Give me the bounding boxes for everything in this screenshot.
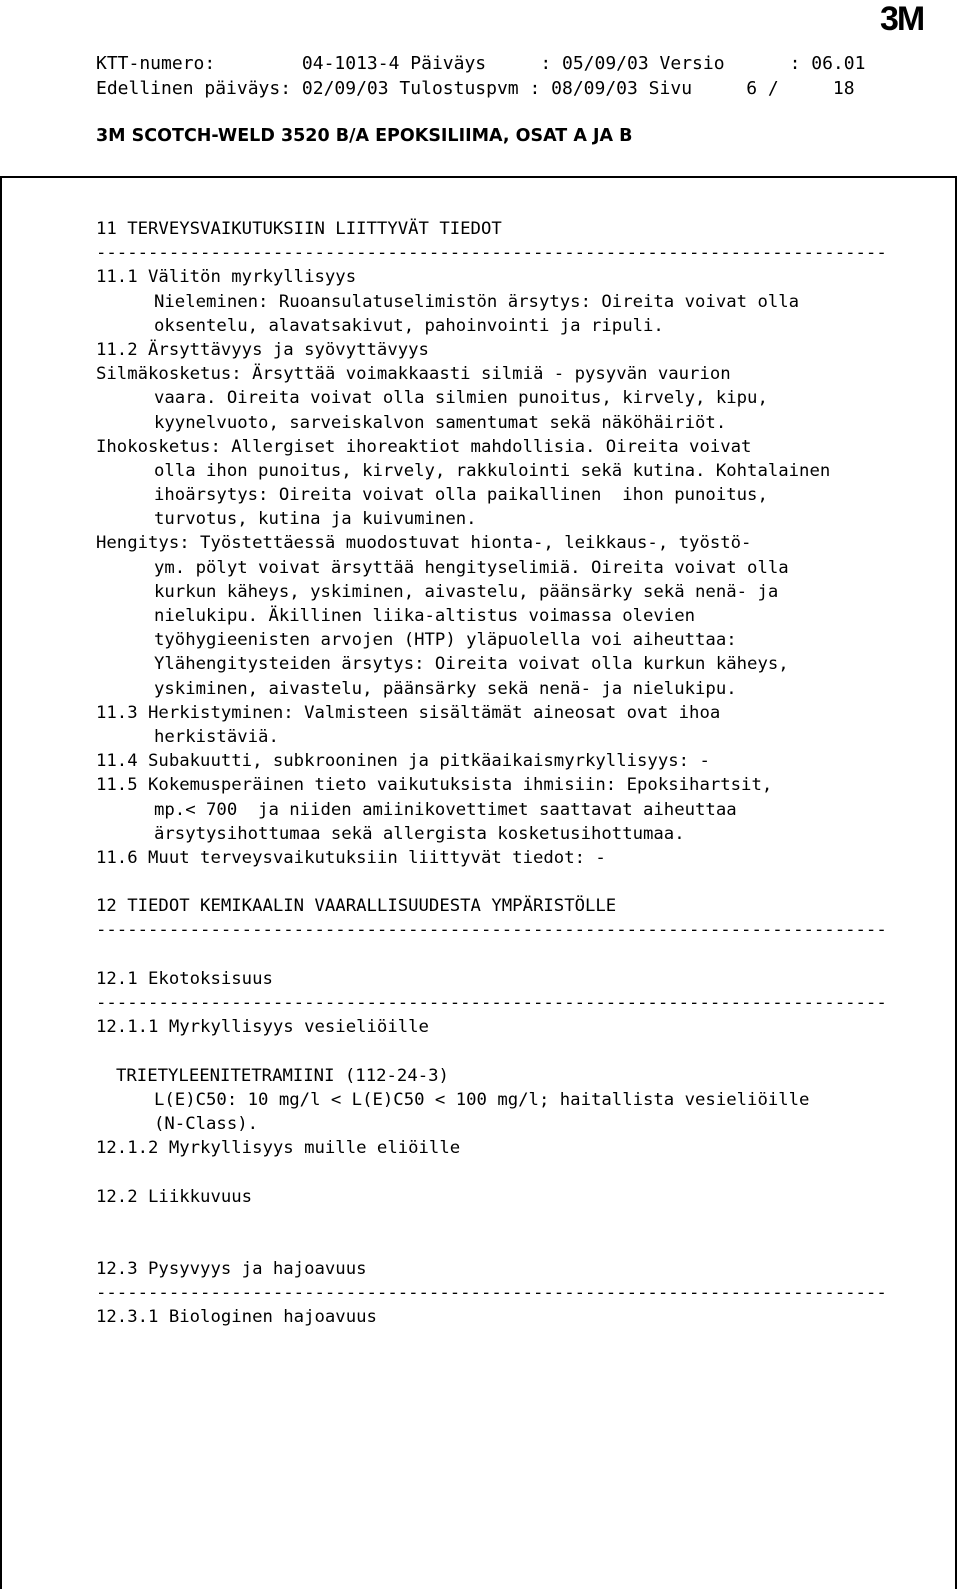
body-line: vaara. Oireita voivat olla silmien punoitus, kirvely, kipu, — [154, 388, 768, 409]
body-line: oksentelu, alavatsakivut, pahoinvointi ja ripuli. — [154, 315, 664, 336]
document-title: 3M SCOTCH-WELD 3520 B/A EPOKSILIIMA, OSAT A JA B — [96, 126, 633, 146]
body-line: mp.< 700 ja niiden amiinikovettimet saattavat aiheuttaa — [154, 799, 737, 820]
body-line: 12.2 Liikkuvuus — [96, 1186, 253, 1207]
blank-line — [96, 943, 946, 967]
3m-logo — [880, 2, 942, 34]
body-line: 11.5 Kokemusperäinen tieto vaikutuksista ihmisiin: Epoksihartsit, — [96, 775, 773, 796]
body-line: Ylähengitysteiden ärsytys: Oireita voivat olla kurkun käheys, — [154, 654, 789, 675]
body-line: olla ihon punoitus, kirvely, rakkulointi sekä kutina. Kohtalainen — [154, 460, 831, 481]
body-line: työhygieenisten arvojen (HTP) yläpuolella voi aiheuttaa: — [154, 630, 737, 651]
section-separator: ---------------------------------------------------------------------------- — [96, 243, 887, 264]
body-line: turvotus, kutina ja kuivuminen. — [154, 509, 477, 530]
body-line: 12.1.2 Myrkyllisyys muille eliöille — [96, 1138, 461, 1159]
section-separator: ---------------------------------------------------------------------------- — [96, 920, 887, 941]
blank-line — [96, 1039, 946, 1063]
header-line-2: Edellinen päiväys: 02/09/03 Tulostuspvm : 08/09/03 Sivu 6 / 18 — [96, 78, 855, 99]
blank-line — [96, 1233, 946, 1257]
body-line: 12.3.1 Biologinen hajoavuus — [96, 1307, 377, 1328]
body-line: (N-Class). — [154, 1113, 259, 1134]
body-line: Nieleminen: Ruoansulatuselimistön ärsytys: Oireita voivat olla — [154, 291, 800, 312]
document-body — [96, 217, 946, 1330]
3m-logo-graphic — [880, 2, 942, 34]
body-line: herkistäviä. — [154, 726, 279, 747]
body-line: 12 TIEDOT KEMIKAALIN VAARALLISUUDESTA YMPÄRISTÖLLE — [96, 896, 617, 917]
body-line: 11.1 Välitön myrkyllisyys — [96, 267, 357, 288]
body-line: ym. pölyt voivat ärsyttää hengityselimiä. Oireita voivat olla — [154, 557, 789, 578]
blank-line — [96, 1209, 946, 1233]
body-line: 11.3 Herkistyminen: Valmisteen sisältämät aineosat ovat ihoa — [96, 702, 721, 723]
section-separator: ---------------------------------------------------------------------------- — [96, 993, 887, 1013]
body-line: 11.4 Subakuutti, subkrooninen ja pitkäaikaismyrkyllisyys: - — [96, 751, 710, 772]
body-line: 12.1 Ekotoksisuus — [96, 968, 273, 989]
section-separator: ---------------------------------------------------------------------------- — [96, 1283, 887, 1304]
body-line: yskiminen, aivastelu, päänsärky sekä nenä- ja nielukipu. — [154, 678, 737, 699]
body-line: TRIETYLEENITETRAMIINI (112-24-3) — [116, 1065, 449, 1086]
body-line: kyynelvuoto, sarveiskalvon samentumat sekä näköhäiriöt. — [154, 412, 727, 433]
body-line: 11.6 Muut terveysvaikutuksiin liittyvät tiedot: - — [96, 847, 606, 868]
body-line: nielukipu. Äkillinen liika-altistus voimassa olevien — [154, 606, 696, 626]
body-line: 11.2 Ärsyttävyys ja syövyttävyys — [96, 339, 429, 360]
body-line: Hengitys: Työstettäessä muodostuvat hionta-, leikkaus-, työstö- — [96, 533, 752, 554]
body-line: ärsytysihottumaa sekä allergista kosketusihottumaa. — [154, 823, 685, 844]
body-line: 12.3 Pysyvyys ja hajoavuus — [96, 1259, 367, 1280]
blank-line — [96, 870, 946, 894]
body-line: Silmäkosketus: Ärsyttää voimakkaasti silmiä - pysyvän vaurion — [96, 364, 731, 385]
header-line-1: KTT-numero: 04-1013-4 Päiväys : 05/09/03 Versio : 06.01 — [96, 53, 866, 74]
blank-line — [96, 1160, 946, 1184]
svg-text:3M: 3M — [880, 2, 924, 34]
body-line: Ihokosketus: Allergiset ihoreaktiot mahdollisia. Oireita voivat — [96, 436, 752, 457]
body-line: ihoärsytys: Oireita voivat olla paikallinen ihon punoitus, — [154, 485, 768, 506]
body-line: 12.1.1 Myrkyllisyys vesieliöille — [96, 1017, 429, 1038]
body-line: kurkun käheys, yskiminen, aivastelu, päänsärky sekä nenä- ja — [154, 581, 779, 602]
body-line: 11 TERVEYSVAIKUTUKSIIN LIITTYVÄT TIEDOT — [96, 219, 502, 239]
body-line: L(E)C50: 10 mg/l < L(E)C50 < 100 mg/l; haitallista vesieliöille — [154, 1089, 810, 1110]
